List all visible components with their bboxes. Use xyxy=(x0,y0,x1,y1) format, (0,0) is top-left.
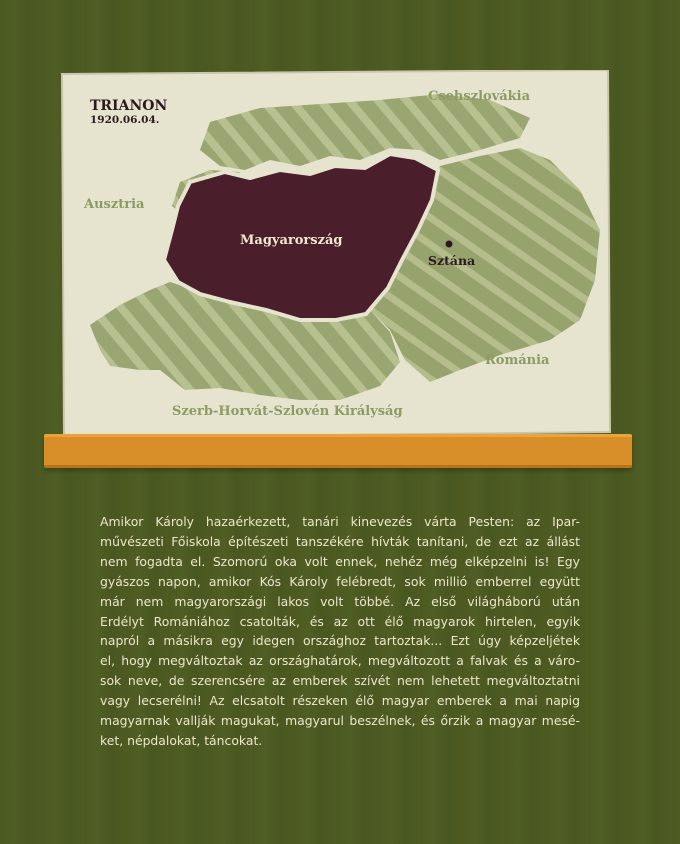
label-romania: Románia xyxy=(485,353,550,368)
label-czechoslovakia: Csehszlovákia xyxy=(428,89,531,104)
label-hungary: Magyarország xyxy=(240,233,343,248)
paragraph-line: már nem magyarországi lakos volt többé. Az első világháború után xyxy=(100,593,580,609)
paragraph-line: el, hogy megváltoztak az országhatárok, megváltozott a falvak és a váro- xyxy=(100,653,580,669)
paragraph-line: gyászos napon, amikor Kós Károly felébredt, sok millió emberrel együtt xyxy=(100,573,580,589)
paragraph-line: művészeti Főiskola építészeti tanszékére hívták tanítani, de ezt az állást xyxy=(100,533,580,549)
paragraph-line: nem fogadta el. Szomorú oka volt ennek, nehéz még elképzelni is! Egy xyxy=(100,553,580,569)
sztana-dot xyxy=(446,241,453,248)
wooden-shelf xyxy=(44,434,632,468)
label-sztana: Sztána xyxy=(428,253,476,268)
label-serb-croat-slovene: Szerb-Horvát-Szlovén Királyság xyxy=(172,404,403,419)
paragraph-line: ket, népdalokat, táncokat. xyxy=(100,732,263,748)
paragraph-line: Amikor Károly hazaérkezett, tanári kinevezés várta Pesten: az Ipar- xyxy=(100,514,580,529)
paragraph-line: sok neve, de szerencsére az emberek szívét nem lehetett megváltoztatni xyxy=(100,673,580,689)
paragraph-line: Erdélyt Romániához csatolták, és az ott élő magyarok hirtelen, egyik xyxy=(100,613,580,629)
label-austria: Ausztria xyxy=(84,197,145,212)
story-paragraph xyxy=(100,512,580,751)
trianon-map xyxy=(60,70,612,440)
map-title: TRIANON xyxy=(90,98,168,114)
map-date: 1920.06.04. xyxy=(90,114,160,126)
paragraph-line: napról a másikra egy idegen országhoz tartoztak... Ezt úgy képzeljétek xyxy=(100,633,580,649)
paragraph-line: magyarnak vallják magukat, magyarul beszélnek, és őrzik a magyar mesé- xyxy=(100,713,580,729)
paragraph-line: vagy lecserélni! Az elcsatolt részeken élő magyar emberek a mai napig xyxy=(100,693,580,709)
